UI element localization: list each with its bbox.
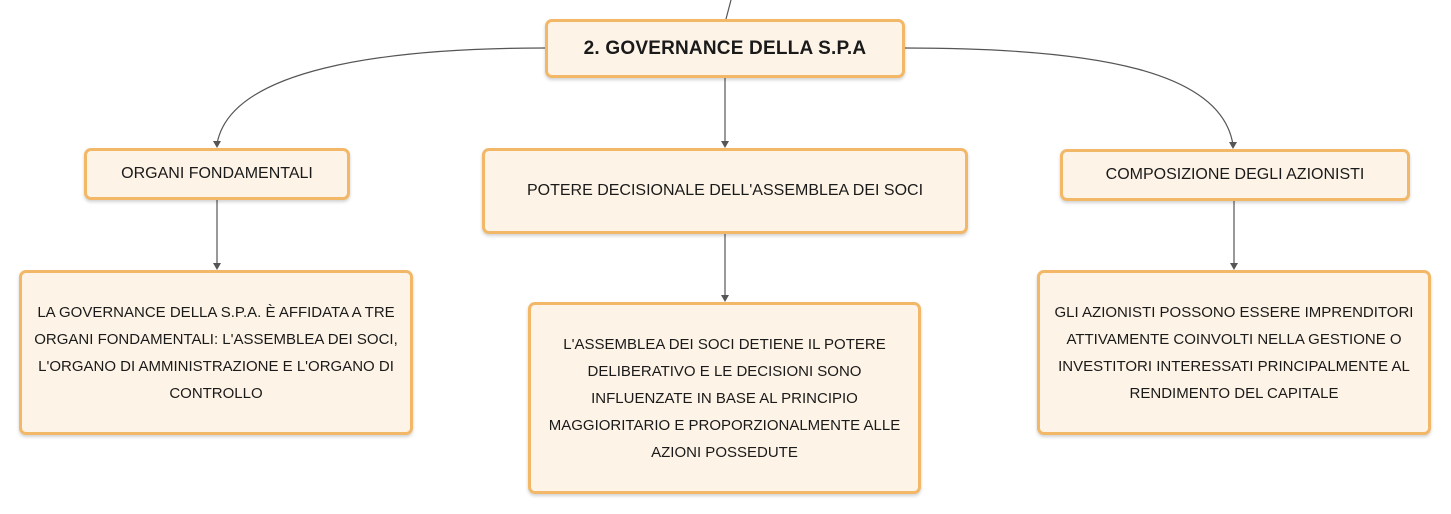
branch-node-organi-fondamentali[interactable] xyxy=(84,148,350,200)
arrowhead-organi-desc xyxy=(213,263,221,270)
description-text: L'ASSEMBLEA DEI SOCI DETIENE IL POTERE DELIBERATIVO E LE DECISIONI SONO INFLUENZATE IN BASE AL PRINCIPIO MAGGIORITARIO E PROPORZIONALMENTE ALLE AZIONI POSSEDUTE xyxy=(548,335,901,461)
branch-node-label: POTERE DECISIONALE DELL'ASSEMBLEA DEI SOCI xyxy=(526,182,924,199)
arrowhead-comp-desc xyxy=(1230,263,1238,270)
description-text: GLI AZIONISTI POSSONO ESSERE IMPRENDITORI ATTIVAMENTE COINVOLTI NELLA GESTIONE O INVESTITORI INTERESSATI PRINCIPALMENTE AL RENDIMENTO DEL CAPITALE xyxy=(1054,303,1414,402)
description-node-potere-decisionale[interactable] xyxy=(528,302,921,494)
branch-node-label: COMPOSIZIONE DEGLI AZIONISTI xyxy=(1105,166,1365,183)
description-text: LA GOVERNANCE DELLA S.P.A. È AFFIDATA A TRE ORGANI FONDAMENTALI: L'ASSEMBLEA DEI SOCI, L'ORGANO DI AMMINISTRAZIONE E L'ORGANO DI CONTROLLO xyxy=(34,303,398,402)
root-node-label: 2. GOVERNANCE DELLA S.P.A xyxy=(583,37,867,59)
arrowhead-comp xyxy=(1229,142,1237,149)
branch-node-potere-decisionale[interactable] xyxy=(482,148,968,234)
connector-parent-to-root xyxy=(726,0,731,19)
description-node-composizione-azionisti[interactable] xyxy=(1037,270,1431,435)
root-node[interactable] xyxy=(545,19,905,78)
arrowhead-potere-desc xyxy=(721,295,729,302)
connector-root-to-comp xyxy=(905,48,1233,145)
arrowhead-potere xyxy=(721,141,729,148)
branch-node-composizione-azionisti[interactable] xyxy=(1060,149,1410,201)
connector-root-to-organi xyxy=(217,48,545,144)
branch-node-label: ORGANI FONDAMENTALI xyxy=(121,165,313,182)
description-node-organi-fondamentali[interactable] xyxy=(19,270,413,435)
arrowhead-organi xyxy=(213,141,221,148)
